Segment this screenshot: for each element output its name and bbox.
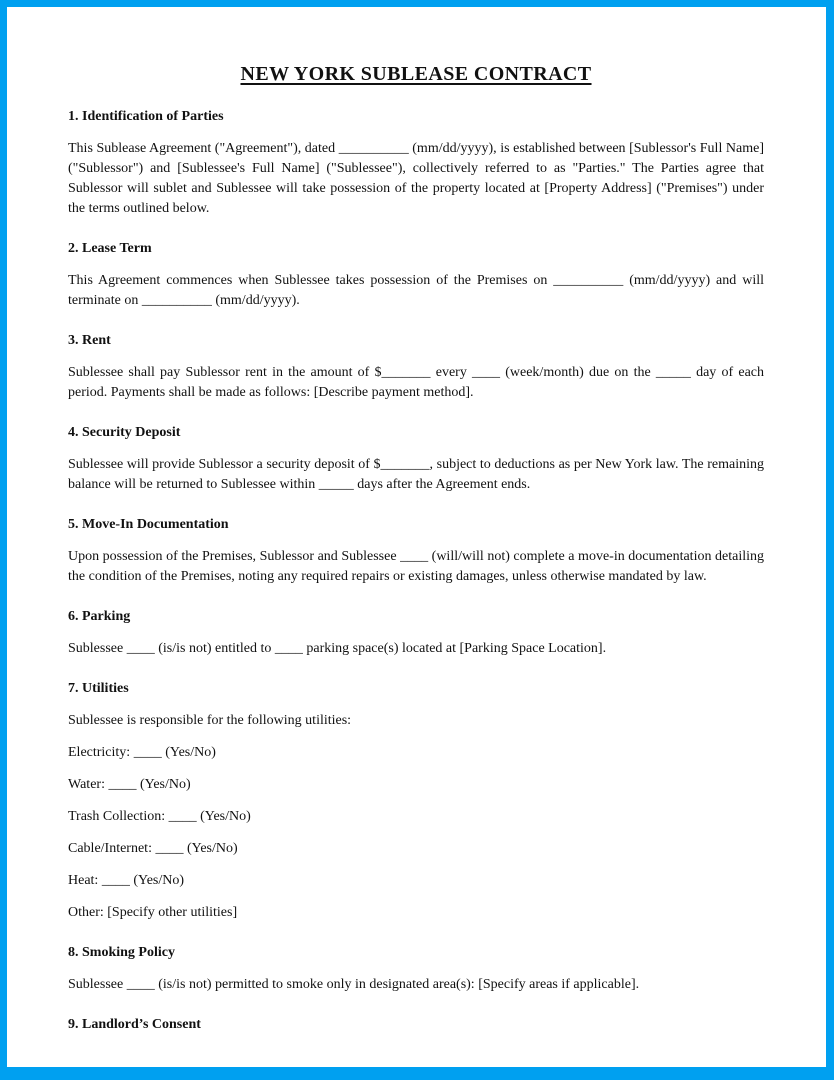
section-paragraph: Sublessee ____ (is/is not) entitled to ____ parking space(s) located at [Parking Space Location].: [68, 641, 607, 656]
section-paragraph: This Agreement commences when Sublessee takes possession of the Premises on __________ (mm/dd/yyyy) and will terminate on __________ (mm/dd/yyyy).: [68, 273, 764, 308]
section-heading: 7. Utilities: [68, 681, 129, 696]
section-heading: 5. Move-In Documentation: [68, 517, 229, 532]
section-heading: 4. Security Deposit: [68, 425, 181, 440]
section-paragraph: Heat: ____ (Yes/No): [68, 873, 185, 888]
section-heading: 6. Parking: [68, 609, 131, 624]
document-page: [7, 7, 826, 1067]
section-paragraph: Sublessee will provide Sublessor a security deposit of $_______, subject to deductions as per New York law. The remaining balance will be returned to Sublessee within _____ days after the Agreement ends.: [68, 457, 764, 492]
section-paragraph: Upon possession of the Premises, Sublessor and Sublessee ____ (will/will not) complete a move-in documentation detailing the condition of the Premises, noting any required repairs or existing damages, unless otherwise mandated by law.: [68, 549, 764, 584]
section-paragraph: Other: [Specify other utilities]: [68, 905, 238, 920]
document-title: NEW YORK SUBLEASE CONTRACT: [240, 63, 592, 85]
document-body: [68, 107, 764, 1035]
section-heading: 3. Rent: [68, 333, 111, 348]
section-paragraph: Sublessee ____ (is/is not) permitted to smoke only in designated area(s): [Specify areas if applicable].: [68, 977, 640, 992]
section-paragraph: Water: ____ (Yes/No): [68, 777, 191, 792]
section-heading: 8. Smoking Policy: [68, 945, 175, 960]
section-paragraph: Electricity: ____ (Yes/No): [68, 745, 216, 760]
section-paragraph: Trash Collection: ____ (Yes/No): [68, 809, 251, 824]
section-paragraph: Sublessee is responsible for the following utilities:: [68, 713, 352, 728]
section-heading: 1. Identification of Parties: [68, 109, 224, 124]
section-heading: 2. Lease Term: [68, 241, 152, 256]
section-paragraph: Cable/Internet: ____ (Yes/No): [68, 841, 238, 856]
section-paragraph: Sublessee shall pay Sublessor rent in the amount of $_______ every ____ (week/month) due on the _____ day of each period. Payments shall be made as follows: [Describe payment method].: [68, 365, 764, 400]
section-heading: 9. Landlord’s Consent: [68, 1017, 201, 1032]
section-paragraph: This Sublease Agreement ("Agreement"), dated __________ (mm/dd/yyyy), is established between [Sublessor's Full Name] ("Sublessor") and [Sublessee's Full Name] ("Sublessee"), collectively referred to as "Parties." The Parties agree that Sublessor will sublet and Sublessee will take possession of the property located at [Property Address] ("Premises") under the terms outlined below.: [68, 141, 764, 216]
